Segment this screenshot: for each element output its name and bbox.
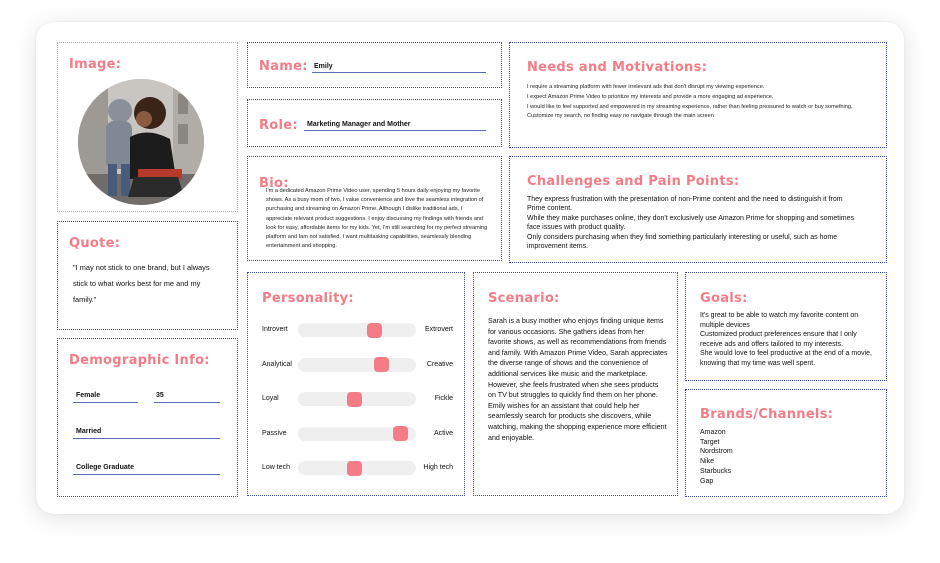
role-section: [247, 99, 502, 147]
trait-slider-track[interactable]: [298, 323, 416, 337]
brand-item: Amazon: [700, 429, 726, 436]
brands-list: [700, 428, 870, 486]
role-label: Role:: [259, 118, 298, 133]
challenges-item: While they make purchases online, they don't exclusively use Amazon Prime for shopping and sometimes face issues with product quality.: [527, 214, 855, 232]
trait-slider-track[interactable]: [298, 358, 416, 372]
needs-list: [527, 83, 863, 122]
goals-item: It's great to be able to watch my favorite content on multiple devices: [700, 312, 859, 329]
trait-slider-knob[interactable]: [347, 461, 362, 476]
image-section: [57, 42, 238, 212]
trait-slider-knob[interactable]: [374, 357, 389, 372]
goals-item: She would love to feel productive at the end of a movie, knowing that my time was well spent.: [700, 350, 872, 367]
quote-section: [57, 221, 238, 330]
challenges-item: Only considers purchasing when they find something particularly interesting or useful, such as home improvement items.: [527, 233, 838, 251]
education-value: College Graduate: [76, 464, 134, 471]
role-value: Marketing Manager and Mother: [307, 121, 411, 128]
personality-section: [247, 272, 465, 496]
needs-item: I require a streaming platform with fewer irrelevant ads that don't disrupt my viewing experience.: [527, 84, 765, 90]
demographic-heading: Demographic Info:: [69, 353, 210, 368]
persona-photo: [78, 79, 204, 205]
demographic-section: [57, 338, 238, 497]
scenario-heading: Scenario:: [488, 291, 560, 306]
name-value: Emily: [314, 63, 333, 70]
goals-item: Customized product preferences ensure that I only receive ads and offers tailored to my interests.: [700, 331, 857, 348]
trait-left-label: Low tech: [262, 464, 291, 471]
brand-item: Gap: [700, 477, 714, 485]
goals-list: [700, 311, 880, 368]
name-section: [247, 42, 502, 88]
brand-item: Nordstrom: [700, 448, 733, 456]
brand-item: Starbucks: [700, 467, 732, 475]
bio-text: I'm a dedicated Amazon Prime Video user, spending 5 hours daily enjoying my favorite shows. As a busy mom of two, I value convenience and love the seamless integration of purchasing and streaming on Amazon Prime. Although I dislike traditional ads, I appreciate relevant product suggestions. I enjoy discussing my findings with friends and look for easy, affordable items for my kids. Yet, I'm still searching for my perfect streaming platform and Iam not satisfied. I want multitasking capabilities, seamlessly blending entertainment and shopping.: [266, 188, 488, 250]
brand-item: Target: [700, 438, 720, 446]
persona-photo-illustration: [78, 79, 204, 205]
scenario-section: [473, 272, 678, 496]
trait-left-label: Loyal: [262, 395, 279, 402]
goals-heading: Goals:: [700, 291, 748, 306]
personality-heading: Personality:: [262, 291, 354, 306]
bio-section: [247, 156, 502, 261]
needs-item: I would like to feel supported and empowered in my streaming experience, rather than feeling pressured to watch or buy something.: [527, 103, 853, 110]
trait-right-label: Fickle: [434, 395, 453, 402]
trait-right-label: Creative: [426, 360, 453, 368]
challenges-heading: Challenges and Pain Points:: [527, 174, 740, 189]
image-heading: Image:: [69, 57, 122, 72]
challenges-section: [509, 156, 887, 263]
bio-heading: Bio:: [259, 176, 289, 191]
status-value: Married: [76, 428, 102, 435]
persona-card: [36, 22, 904, 514]
name-label: Name:: [259, 59, 308, 74]
brands-section: [685, 389, 887, 497]
trait-right-label: Extrovert: [424, 326, 453, 333]
trait-slider-knob[interactable]: [367, 323, 382, 338]
trait-left-label: Passive: [262, 429, 287, 437]
needs-heading: Needs and Motivations:: [527, 60, 708, 75]
name-field: [312, 60, 486, 73]
brands-heading: Brands/Channels:: [700, 407, 834, 422]
trait-slider-knob[interactable]: [347, 392, 362, 407]
age-value: 35: [156, 392, 164, 399]
challenges-item: They express frustration with the presentation of non-Prime content and the need to distinguish it from Prime content.: [527, 196, 843, 213]
scenario-text: Sarah is a busy mother who enjoys finding unique items for various occasions. She gathers ideas from her favorite shows, as well as recommendations from friends and family. With Amazon Prime Video, Sarah appreciates the diverse range of shows and the convenience of additional services like music and the marketplace. However, she feels frustrated when she sees products on TV but struggles to quickly find them on her phone. Emily wishes for an assistant that could help her seamlessly search for products she discovers, while watching, making the shopping experience more efficient and enjoyable.: [488, 317, 668, 442]
needs-item: I expect Amazon Prime Video to prioritize my interests and provide a more engaging ad experience.: [527, 93, 774, 100]
brand-item: Nike: [700, 458, 715, 466]
trait-right-label: High tech: [423, 464, 453, 471]
trait-slider-knob[interactable]: [393, 426, 408, 441]
trait-left-label: Analytical: [262, 360, 292, 368]
quote-heading: Quote:: [69, 236, 121, 251]
needs-section: [509, 42, 887, 148]
trait-left-label: Introvert: [262, 326, 288, 333]
gender-value: Female: [76, 392, 101, 399]
quote-text: "I may not stick to one brand, but I always stick to what works best for me and my family.": [73, 263, 210, 304]
trait-right-label: Active: [433, 429, 453, 437]
needs-item: Customize my search, no finding easy no navigate through the main screen: [527, 113, 714, 120]
challenges-list: [527, 195, 862, 251]
goals-section: [685, 272, 887, 381]
